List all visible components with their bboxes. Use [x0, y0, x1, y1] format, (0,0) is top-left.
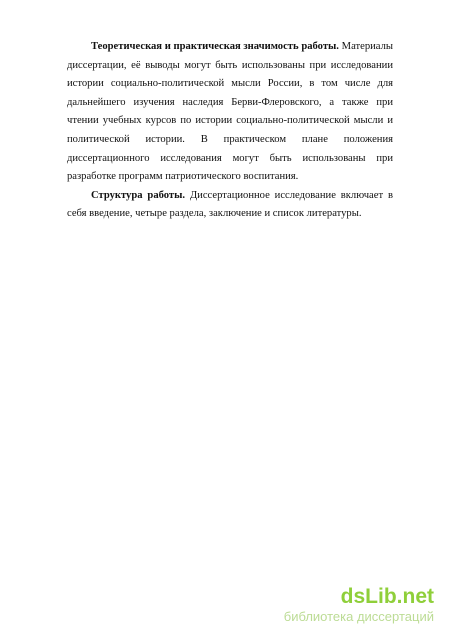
dslib-watermark	[284, 586, 434, 623]
document-body	[67, 38, 393, 224]
watermark-logo: dsLib.net	[340, 585, 434, 608]
watermark-subtitle: библиотека диссертаций	[283, 609, 434, 624]
paragraph-heading: Теоретическая и практическая значимость работы.	[91, 41, 339, 52]
paragraph-structure	[67, 187, 393, 224]
paragraph-text: Материалы диссертации, её выводы могут быть использованы при исследовании истории социально-политической мысли России, в том числе для дальнейшего изучения наследия Берви-Флеровского, а также при чтении учебных курсов по истории социально-политической мысли и политической истории. В практическом плане положения диссертационного исследования могут быть использованы при разработке программ патриотического воспитания.	[67, 41, 393, 183]
paragraph-significance	[67, 38, 393, 187]
paragraph-text: Диссертационное исследование включает в себя введение, четыре раздела, заключение и список литературы.	[67, 189, 393, 220]
paragraph-heading: Структура работы.	[91, 189, 186, 201]
